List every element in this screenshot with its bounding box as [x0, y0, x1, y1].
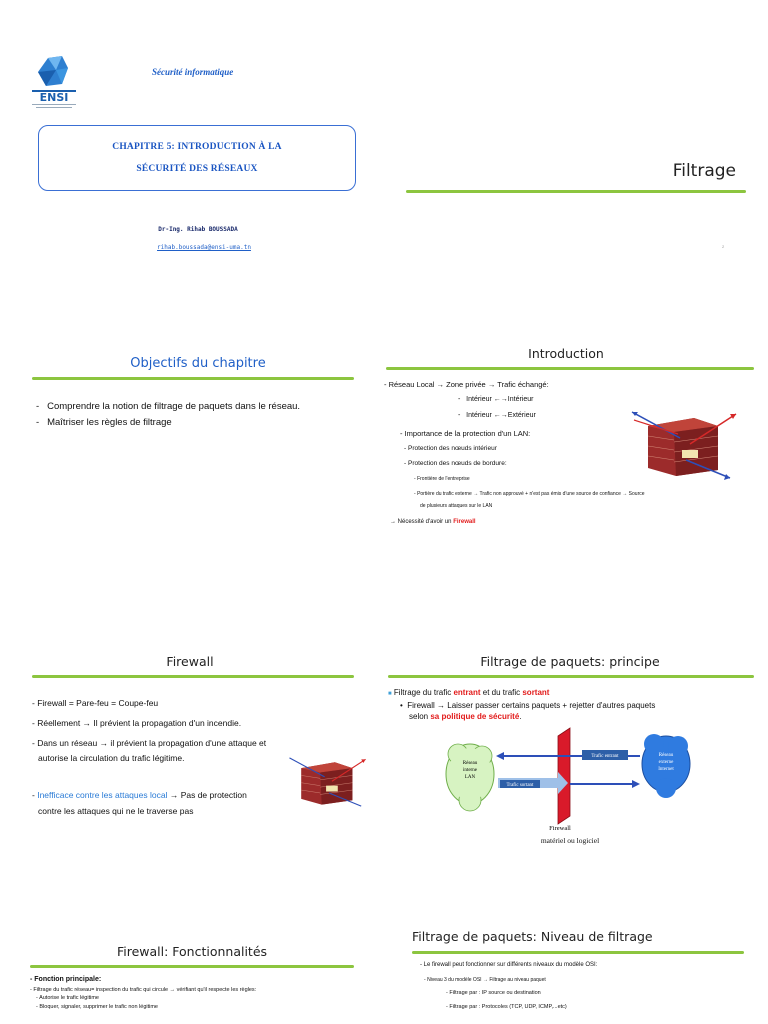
- svg-text:Internet: Internet: [658, 767, 674, 772]
- bullet-line: - Le firewall peut fonctionner sur différents niveaux du modèle OSI:: [420, 962, 598, 968]
- author-name: Dr-Ing. Rihab BOUSSADA: [158, 226, 238, 233]
- bullet-line: - Importance de la protection d'un LAN:: [400, 429, 531, 438]
- bullet-line: - Fonction principale:: [30, 976, 102, 983]
- slide-title: Filtrage: [672, 161, 736, 181]
- bullet-line: - Frontière de l'entreprise: [414, 476, 470, 482]
- svg-text:Trafic sortant: Trafic sortant: [506, 783, 534, 788]
- bullet-line: - Autorise le trafic légitime: [36, 995, 99, 1001]
- slide-firewall: [0, 512, 384, 816]
- bullet-line: - Bloquer, signaler, supprimer le trafic non légitime: [36, 1004, 158, 1010]
- title-rule: [32, 675, 354, 678]
- title-rule: [388, 675, 754, 678]
- bullet-line: - Filtrage par : Protocoles (TCP, UDP, ICMP,...etc): [446, 1004, 567, 1010]
- slide-title-page: [0, 0, 384, 256]
- svg-text:Réseau: Réseau: [658, 753, 674, 758]
- slide-niveau-filtrage: [384, 768, 768, 1024]
- firewall-caption: Firewall: [549, 825, 571, 832]
- bullet-line: contre les attaques qui ne le traverse pas: [38, 806, 194, 816]
- bullet-line: - Filtrage par : IP source ou destination: [446, 990, 541, 996]
- bullet-line: - Firewall = Pare-feu = Coupe-feu: [32, 698, 159, 708]
- slide-title: Introduction: [528, 346, 604, 361]
- logo-text: ENSI: [39, 91, 69, 104]
- bullet-line: - Réellement → Il prévient la propagation d'un incendie.: [32, 718, 242, 728]
- ensi-logo: [28, 54, 86, 112]
- bullet-line: - Protection des nœuds de bordure:: [404, 460, 507, 467]
- bullet-line: - Filtrage du trafic réseau= inspection du trafic qui circule → vérifiant qu'il respecte les règles:: [30, 987, 257, 993]
- title-rule: [406, 190, 746, 193]
- chapter-title-line2: SÉCURITÉ DES RÉSEAUX: [136, 164, 258, 174]
- title-rule: [386, 367, 754, 370]
- slide-title: Filtrage de paquets: principe: [480, 654, 660, 669]
- objective-item: - Comprendre la notion de filtrage de paquets dans le réseau.: [36, 401, 301, 412]
- author-email[interactable]: rihab.boussada@ensi-uma.tn: [157, 244, 251, 251]
- bullet-line: - Dans un réseau → il prévient la propagation d'une attaque et: [32, 738, 267, 748]
- svg-text:LAN: LAN: [464, 775, 476, 780]
- bullet-line: de plusieurs attaques sur le LAN: [420, 503, 493, 509]
- slide-title: Firewall: Fonctionnalités: [116, 944, 268, 959]
- bullet-line: - Intérieur ←→Extérieur: [458, 412, 536, 419]
- slide-title: Firewall: [166, 654, 214, 669]
- conclusion-line: → Nécessité d'avoir un Firewall: [390, 519, 476, 525]
- slide-fonctionnalites: [0, 768, 384, 1024]
- slide-introduction: [384, 256, 768, 525]
- bullet-line: • Firewall → Laisser passer certains paquets + rejetter d'autres paquets: [400, 701, 656, 710]
- chapter-title-line1: CHAPITRE 5: INTRODUCTION À LA: [112, 142, 282, 152]
- bullet-line: autorise la circulation du trafic légitime.: [38, 753, 185, 763]
- page-number: 2: [722, 244, 725, 249]
- bullet-line: ■ Filtrage du trafic entrant et du trafic sortant: [388, 688, 550, 697]
- title-rule: [30, 965, 354, 968]
- slide-filtrage: [384, 0, 768, 256]
- bullet-line: - Protection des nœuds intérieur: [404, 445, 497, 452]
- course-subject: Sécurité informatique: [152, 67, 234, 77]
- bullet-line: - Réseau Local → Zone privée → Trafic échangé:: [384, 380, 549, 389]
- bullet-line: - Niveau 3 du modèle OSI → Filtrage au niveau paquet: [424, 977, 546, 983]
- firewall-brick-icon: [630, 404, 742, 486]
- firewall-caption-sub: matériel ou logiciel: [540, 836, 600, 845]
- slide-filtrage-principe: [384, 512, 768, 845]
- svg-text:Réseau: Réseau: [462, 761, 478, 766]
- slide-objectifs: [0, 256, 384, 512]
- bullet-line: selon sa politique de sécurité.: [409, 712, 522, 721]
- bullet-line: - Inefficace contre les attaques local → Pas de protection: [32, 790, 247, 800]
- slide-title: Filtrage de paquets: Niveau de filtrage: [412, 929, 653, 944]
- title-rule: [412, 951, 744, 954]
- chapter-box: [38, 125, 356, 191]
- svg-text:Trafic entrant: Trafic entrant: [591, 754, 619, 759]
- slide-title: Objectifs du chapitre: [130, 356, 266, 371]
- bullet-line: - Intérieur ←→Intérieur: [458, 396, 534, 403]
- bullet-line: - Portière du trafic externe → Trafic non approuvé + n'est pas émis d'une source de confiance → Source: [414, 491, 645, 497]
- svg-text:interne: interne: [463, 768, 477, 773]
- objective-item: - Maîtriser les règles de filtrage: [36, 417, 172, 428]
- title-rule: [32, 377, 354, 380]
- svg-text:externe: externe: [658, 760, 674, 765]
